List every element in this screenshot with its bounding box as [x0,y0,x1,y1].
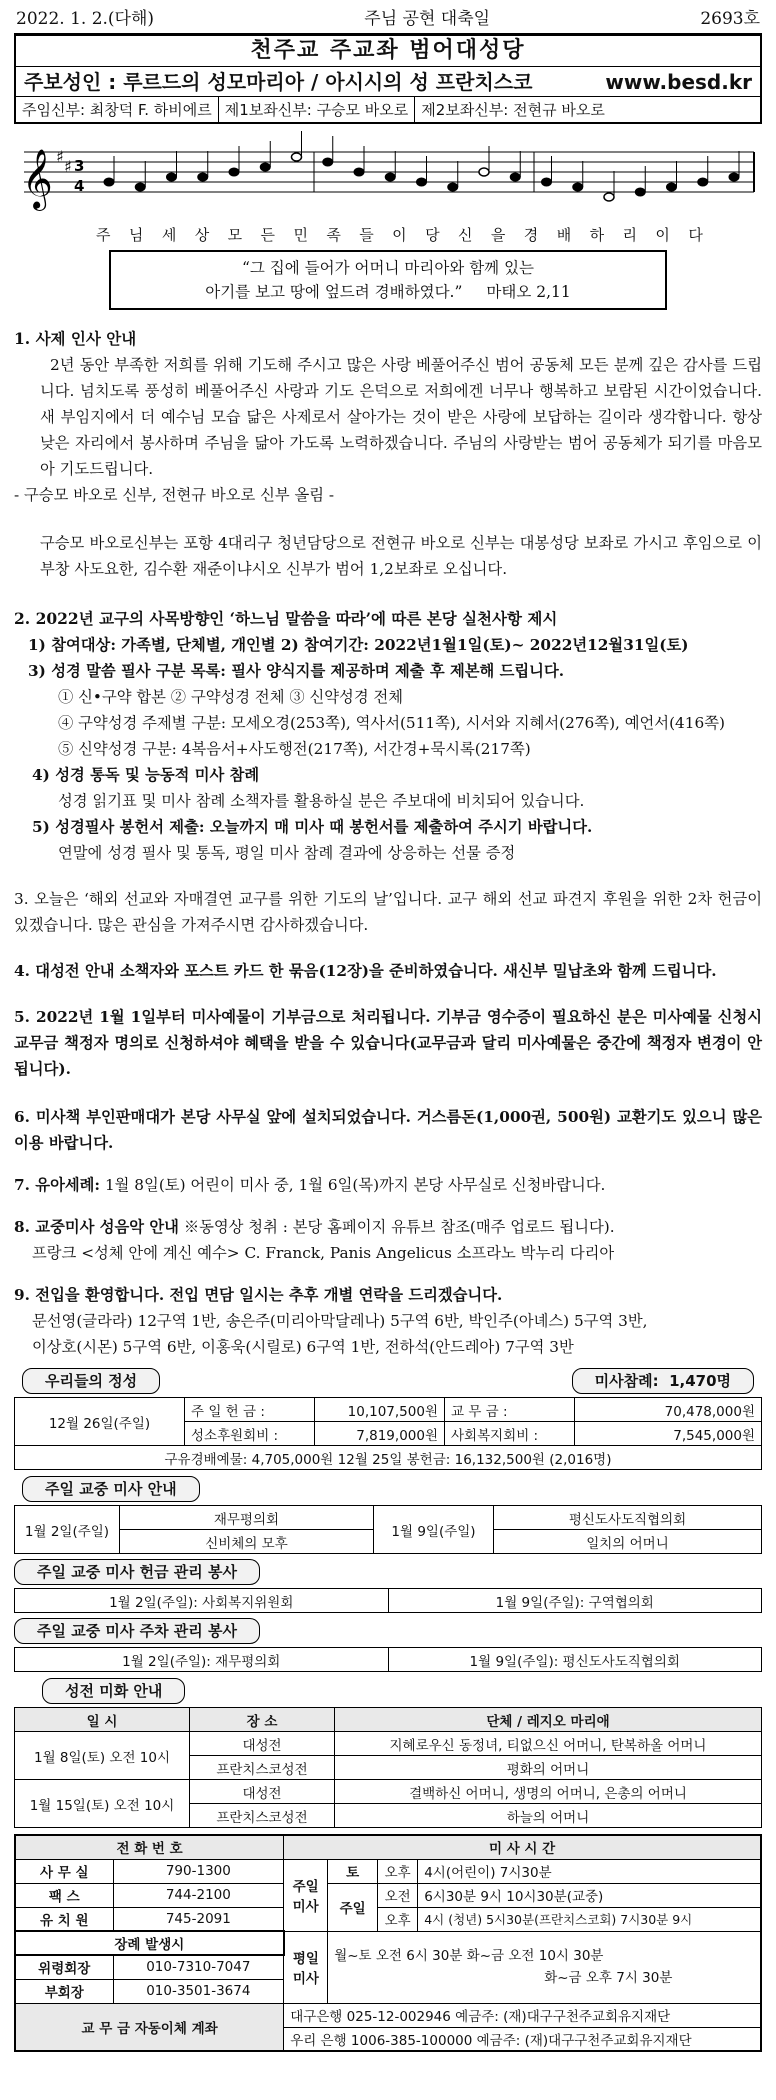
mass-guide-date2: 1월 9일(주일) [374,1506,494,1554]
quote-line1: “그 집에 들어가 어머니 마리아와 함께 있는 [241,259,535,277]
sun-am-label: 오전 [378,1883,418,1907]
note-head [542,178,552,186]
sun-pm-label: 오후 [378,1907,418,1931]
lyric-syllable: 하 [589,226,606,244]
lyric-syllable: 다 [688,226,704,244]
notice-5 [14,1004,762,1082]
lyric-syllable: 신 [457,226,474,244]
lyric-syllable: 상 [194,226,211,244]
treble-clef-icon: 𝄞 [22,149,53,209]
bulletin-date: 2022. 1. 2.(다해) [16,9,155,29]
mass-guide-title: 주일 교중 미사 안내 [22,1476,200,1502]
lyric-syllable: 을 [490,226,507,244]
notice-2-line6: 4) 성경 통독 및 능동적 미사 참례 [32,766,260,784]
funeral-vice-phone[interactable]: 010-3501-3674 [113,1979,284,2003]
note-head [604,193,614,201]
offering-header [14,1368,762,1394]
notice-8-music: 프랑크 <성체 안에 계신 예수> C. Franck, Panis Angelicus 소프라노 박누리 다리아 [32,1244,615,1262]
flowers-r2a-place: 대성전 [190,1780,335,1804]
note-head [417,178,427,186]
note-head [198,173,208,181]
svg-text:4: 4 [74,177,85,195]
attendance-label: 미사참례: [594,1372,659,1390]
hymn-score [14,130,762,220]
sun-label: 주일 [328,1883,378,1931]
note-head [573,183,583,191]
hymn-lyrics [14,224,762,246]
dues-transfer-label: 교 무 금 자동이체 계좌 [15,2003,284,2051]
sunday-offering-value: 10,107,500원 [315,1398,445,1422]
note-head [385,173,395,181]
flowers-r2a-group: 결백하신 어머니, 생명의 어머니, 은총의 어머니 [335,1780,762,1804]
note-head [698,178,708,186]
notice-6-text: 6. 미사책 부인판매대가 본당 사무실 앞에 설치되었습니다. 거스름돈(1,000권, 500원) 교환기도 있으니 많은 이용 바랍니다. [14,1108,762,1152]
lyric-syllable: 이 [655,226,671,244]
notice-2-line2: 3) 성경 말씀 필사 구분 목록: 필사 양식지를 제공하며 제출 후 제본해 드립니다. [28,662,565,680]
flowers-r1-date: 1월 8일(토) 오전 10시 [15,1732,190,1780]
lyric-syllable: 든 [260,226,277,244]
fax-label: 팩 스 [15,1883,113,1907]
notice-9-title: 9. 전입을 환영합니다. 전입 면담 일시는 추후 개별 연락을 드리겠습니다. [14,1286,503,1304]
kinder-phone[interactable]: 745-2091 [113,1907,284,1931]
notice-2-line9: 연말에 성경 필사 및 통독, 평일 미사 참례 결과에 상응하는 선물 증정 [58,844,516,862]
issue-number: 2693호 [700,9,760,29]
weekday-line2: 화~금 오후 7시 30분 [544,1970,673,1986]
notice-8-text: ※동영상 청취 : 본당 홈페이지 유튜브 참조(매주 업로드 됩니다). [183,1218,615,1236]
assistant1-name: 제1보좌신부: 구승모 바오로 [219,97,416,122]
note-head [479,168,489,176]
pastor-name: 주임신부: 최창덕 F. 하비에르 [16,97,219,122]
funeral-head-label: 위령회장 [15,1955,113,1979]
weekday-mass-label: 평일 미사 [284,1931,328,2003]
office-label: 사 무 실 [15,1859,113,1883]
phone-title: 전 화 번 호 [15,1835,284,1859]
kinder-label: 유 치 원 [15,1907,113,1931]
dues-value: 70,478,000원 [575,1398,762,1422]
note-head [354,168,364,176]
fax-number[interactable]: 744-2100 [113,1883,284,1907]
welfare-label: 사회복지회비 : [445,1422,575,1446]
vocation-value: 7,819,000원 [315,1422,445,1446]
flowers-col-date: 일 시 [15,1708,190,1732]
collection-table [14,1588,762,1613]
notice-2-title: 2. 2022년 교구의 사목방향인 ‘하느님 말씀을 따라’에 따른 본당 실천사항 제시 [14,609,558,628]
note-head [323,158,333,166]
mass-guide-d2b: 일치의 어머니 [494,1530,762,1554]
lyric-syllable: 님 [128,226,145,244]
notice-5-text: 5. 2022년 1월 1일부터 미사예물이 기부금으로 처리됩니다. 기부금 영수증이 필요하신 분은 미사예물 신청시 교무금 책정자 명의로 신청하셔야 혜택을 받을 수 있습니다(교무금과 달리 미사예물은 중간에 책정자 변경이 안됩니다). [14,1008,762,1078]
note-head [635,188,645,196]
lyric-syllable: 민 [293,226,309,244]
note-head [167,173,177,181]
notice-3-text: 3. 오늘은 ‘해외 선교와 자매결연 교구를 위한 기도의 날’입니다. 교구 해외 선교 파견지 후원을 위한 2차 헌금이 있겠습니다. 많은 관심을 가져주시면 감사하겠습니다. [14,890,762,934]
collection-a: 1월 2일(주일): 사회복지위원회 [15,1589,389,1613]
lyric-syllable: 주 [96,226,112,244]
notice-6 [14,1104,762,1156]
mass-time-title: 미 사 시 간 [284,1835,761,1859]
lyric-syllable: 이 [392,226,408,244]
lyric-syllable: 경 [523,226,540,244]
offering-table [14,1397,762,1470]
offering-date: 12월 26일(주일) [15,1398,185,1446]
note-head [448,183,458,191]
parking-title: 주일 교중 미사 주차 관리 봉사 [14,1618,260,1644]
flowers-r1a-place: 대성전 [190,1732,335,1756]
patron-saints: 주보성인 : 루르드의 성모마리아 / 아시시의 성 프란치스코 [24,70,533,94]
quote-line2: 아기를 보고 땅에 엎드려 경배하였다.” [205,283,463,301]
weekday-line1: 월~토 오전 6시 30분 화~금 오전 10시 30분 [334,1948,604,1964]
feast-name: 주님 공현 대축일 [364,9,491,29]
bank-account-1: 대구은행 025-12-002946 예금주: (재)대구구천주교회유지재단 [284,2003,761,2027]
notice-1-sign: - 구승모 바오로 신부, 전현규 바오로 신부 올림 - [14,486,335,504]
priests-row [16,96,760,122]
note-head [510,173,520,181]
funeral-vice-label: 부회장 [15,1979,113,2003]
collection-b: 1월 9일(주일): 구역협의회 [388,1589,762,1613]
lyric-syllable: 리 [622,226,638,244]
notice-2-line3: ① 신•구약 합본 ② 구약성경 전체 ③ 신약성경 전체 [58,688,404,706]
notice-9-list1: 문선영(글라라) 12구역 1반, 송은주(미리아막달레나) 5구역 6반, 박인주(아녜스) 5구역 3반, [32,1312,648,1330]
flowers-r2-date: 1월 15일(토) 오전 10시 [15,1780,190,1828]
office-phone[interactable]: 790-1300 [113,1859,284,1883]
notice-1-extra: 구승모 바오로신부는 포항 4대리구 청년담당으로 전현규 바오로 신부는 대봉성당 보좌로 가시고 후임으로 이부창 사도요한, 김수환 재준이냐시오 신부가 범어 1,2보좌로 오십니다. [40,534,762,578]
note-head [135,183,145,191]
lyric-syllable: 배 [556,226,573,244]
header-line [14,0,762,34]
funeral-head-phone[interactable]: 010-7310-7047 [113,1955,284,1979]
notice-1-body: 2년 동안 부족한 저희를 위해 기도해 주시고 많은 사랑 베풀어주신 범어 공동체 모든 분께 깊은 감사를 드립니다. 넘치도록 풍성히 베풀어주신 사랑과 기도 은덕으로 저희에겐 너무나 행복하고 보람된 시간이었습니다. 새 부임지에서 더 예수님 모습 닮은 사제로서 살아가는 것이 받은 사랑에 보답하는 길이라 생각합니다. 항상 낮은 자리에서 봉사하며 주님을 닮아 가도록 노력하겠습니다. 주님의 사랑받는 범어 공동체가 되기를 마음모아 기도드립니다. [40,356,762,478]
vocation-label: 성소후원회비 : [185,1422,315,1446]
notice-7-title: 7. 유아세례: [14,1176,101,1194]
note-head [667,183,677,191]
collection-header [14,1559,762,1585]
notice-7-text: 1월 8일(토) 어린이 미사 중, 1월 6일(목)까지 본당 사무실로 신청바랍니다. [104,1176,606,1194]
flowers-col-group: 단체 / 레지오 마리애 [335,1708,762,1732]
notice-4-text: 4. 대성전 안내 소책자와 포스트 카드 한 묶음(12장)을 준비하였습니다. 새신부 밀납초와 함께 드립니다. [14,962,717,980]
mass-guide-table [14,1505,762,1554]
sun-pm-times: 4시 (청년) 5시30분(프란치스코회) 7시30분 9시 [418,1907,761,1931]
svg-text:♯: ♯ [56,147,64,166]
welfare-value: 7,545,000원 [575,1422,762,1446]
patron-row [16,66,760,96]
flowers-r2b-place: 프란치스코성전 [190,1804,335,1828]
notice-8 [14,1214,762,1266]
parking-b: 1월 9일(주일): 평신도사도직협의회 [388,1648,762,1672]
note-head [260,163,270,171]
offering-title: 우리들의 정성 [22,1368,160,1394]
sat-pm-label: 오후 [378,1859,418,1883]
svg-text:3: 3 [74,157,85,175]
notice-2-line5: ⑤ 신약성경 구분: 4복음서+사도행전(217쪽), 서간경+묵시록(217쪽) [58,740,531,758]
notice-3 [14,886,762,938]
lyric-syllable: 족 [326,226,342,244]
flowers-r1b-group: 평화의 어머니 [335,1756,762,1780]
notice-9 [14,1282,762,1360]
notice-9-list2: 이상호(시몬) 5구역 6반, 이홍욱(시릴로) 6구역 1반, 전하석(안드레아) 7구역 3반 [32,1338,574,1356]
flowers-r1b-place: 프란치스코성전 [190,1756,335,1780]
note-head [229,168,239,176]
sun-am-times: 6시30분 9시 10시30분(교중) [418,1883,761,1907]
flowers-table [14,1707,762,1828]
sat-pm-times: 4시(어린이) 7시30분 [418,1859,761,1883]
parking-table [14,1647,762,1672]
dues-label: 교 무 금 : [445,1398,575,1422]
sunday-offering-label: 주 일 헌 금 : [185,1398,315,1422]
attendance-count: 1,470명 [669,1372,731,1390]
parking-header [14,1618,762,1644]
sat-label: 토 [328,1859,378,1883]
notice-1 [14,326,762,582]
lyric-syllable: 당 [425,226,441,244]
assistant2-name: 제2보좌신부: 전현규 바오로 [421,101,605,119]
mass-guide-d2a: 평신도사도직협의회 [494,1506,762,1530]
sunday-mass-label: 주일 미사 [284,1859,328,1931]
flowers-header [14,1678,762,1704]
info-table [14,1834,762,2052]
note-head [104,178,114,186]
notice-1-title: 1. 사제 인사 안내 [14,329,137,348]
funeral-title: 장례 발생시 [15,1931,284,1955]
bank-account-2: 우리 은행 1006-385-100000 예금주: (재)대구구천주교회유지재단 [284,2027,761,2051]
notice-2-line7: 성경 읽기표 및 미사 참례 소책자를 활용하실 분은 주보대에 비치되어 있습니다. [58,792,585,810]
mass-guide-d1b: 신비체의 모후 [120,1530,374,1554]
mass-guide-header [14,1476,762,1502]
notice-8-title: 8. 교중미사 성음악 안내 [14,1218,179,1236]
lyric-syllable: 들 [359,226,375,244]
website-link[interactable]: www.besd.kr [605,70,752,94]
notice-7 [14,1172,762,1198]
quote-reference: 마태오 2,11 [486,283,571,301]
parking-a: 1월 2일(주일): 재무평의회 [15,1648,389,1672]
flowers-r1a-group: 지혜로우신 동정녀, 티없으신 어머니, 탄복하올 어머니 [335,1732,762,1756]
svg-text:♯: ♯ [64,157,72,176]
notice-2 [14,606,762,866]
flowers-col-place: 장 소 [190,1708,335,1732]
flowers-r2b-group: 하늘의 어머니 [335,1804,762,1828]
gospel-quote [109,250,667,310]
notice-4 [14,958,762,984]
note-head [292,153,302,161]
attendance-badge [572,1368,754,1394]
parish-title: 천주교 주교좌 범어대성당 [250,38,526,63]
weekday-mass-times [328,1931,761,2003]
parish-banner [14,34,762,124]
lyric-syllable: 모 [227,226,244,244]
notice-2-line4: ④ 구약성경 주제별 구분: 모세오경(253쪽), 역사서(511쪽), 시서와 지혜서(276쪽), 예언서(416쪽) [58,714,725,732]
offering-footer: 구유경배예물: 4,705,000원 12월 25일 봉헌금: 16,132,500원 (2,016명) [15,1446,762,1470]
flowers-title: 성전 미화 안내 [42,1678,185,1704]
notice-2-line1: 1) 참여대상: 가족별, 단체별, 개인별 2) 참여기간: 2022년1월1일(토)~ 2022년12월31일(토) [28,636,689,654]
lyric-syllable: 세 [161,226,178,244]
note-head [729,173,739,181]
mass-guide-d1a: 재무평의회 [120,1506,374,1530]
collection-title: 주일 교중 미사 헌금 관리 봉사 [14,1559,260,1585]
mass-guide-date1: 1월 2일(주일) [15,1506,120,1554]
notice-2-line8: 5) 성경필사 봉헌서 제출: 오늘까지 매 미사 때 봉헌서를 제출하여 주시기 바랍니다. [32,818,593,836]
